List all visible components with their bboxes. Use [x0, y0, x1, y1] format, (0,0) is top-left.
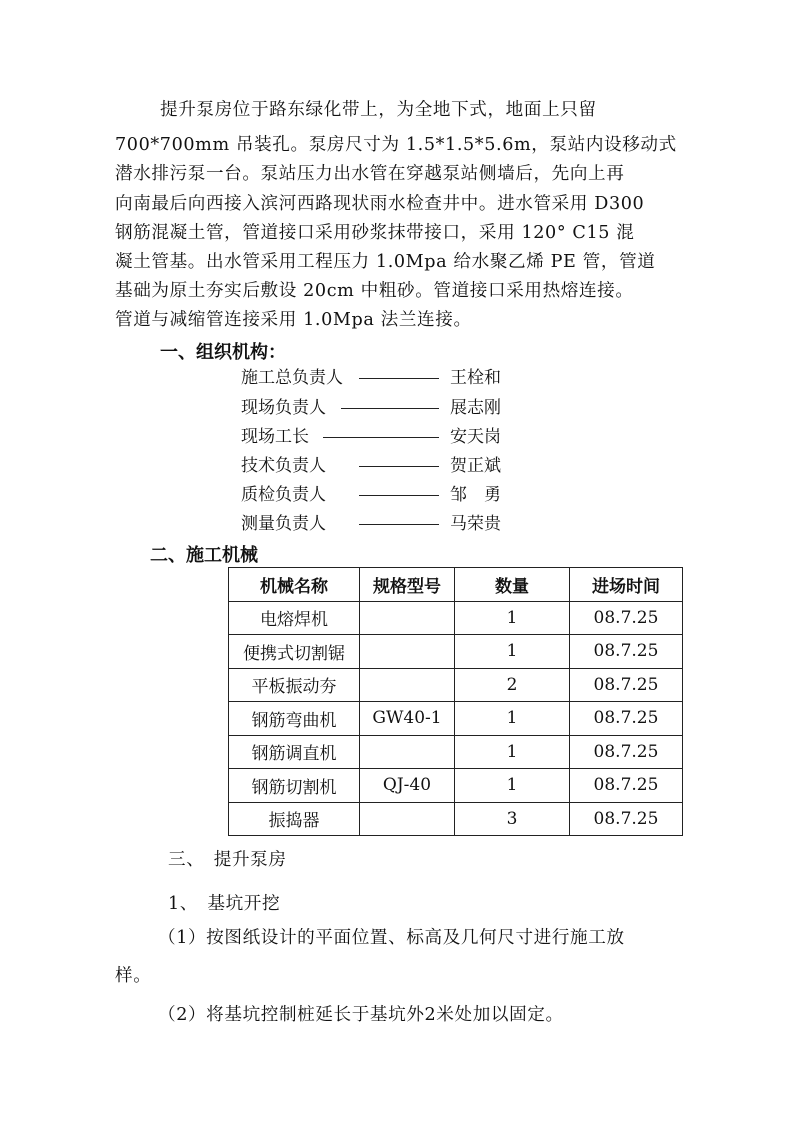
- section3-heading: 三、 提升泵房: [168, 850, 287, 870]
- entry-date-cell: 08.7.25: [570, 668, 683, 702]
- quantity-cell: 1: [455, 635, 570, 669]
- intro-line: 管道与减缩管连接采用 1.0Mpa 法兰连接。: [115, 310, 472, 330]
- org-name: 邹 勇: [450, 485, 501, 505]
- machine-name-cell: 电熔焊机: [229, 601, 360, 635]
- entry-date-cell: 08.7.25: [570, 802, 683, 836]
- intro-line: 钢筋混凝土管，管道接口采用砂浆抹带接口，采用 120° C15 混: [115, 223, 635, 243]
- table-header-row: [229, 568, 683, 602]
- intro-line: 向南最后向西接入滨河西路现状雨水检查井中。进水管采用 D300: [115, 194, 645, 214]
- column-header: 规格型号: [360, 568, 455, 602]
- dash-separator: [323, 437, 439, 438]
- machine-name-cell: 钢筋切割机: [229, 769, 360, 803]
- quantity-cell: 3: [455, 802, 570, 836]
- machine-name-cell: 钢筋调直机: [229, 735, 360, 769]
- org-heading: 一、组织机构：: [160, 342, 286, 363]
- machine-name-cell: 振捣器: [229, 802, 360, 836]
- table-row: [229, 735, 683, 769]
- table-row: [229, 802, 683, 836]
- quantity-cell: 2: [455, 668, 570, 702]
- entry-date-cell: 08.7.25: [570, 601, 683, 635]
- org-role: 技术负责人: [241, 456, 326, 476]
- quantity-cell: 1: [455, 601, 570, 635]
- org-role: 质检负责人: [241, 485, 326, 505]
- column-header: 数量: [455, 568, 570, 602]
- entry-date-cell: 08.7.25: [570, 735, 683, 769]
- dash-separator: [359, 378, 439, 379]
- column-header: 机械名称: [229, 568, 360, 602]
- model-cell: [360, 735, 455, 769]
- org-role: 测量负责人: [241, 514, 326, 534]
- model-cell: GW40-1: [360, 702, 455, 736]
- step-text: （2）将基坑控制桩延长于基坑外2米处加以固定。: [158, 1005, 564, 1025]
- subsection-heading: 1、 基坑开挖: [168, 894, 281, 914]
- quantity-cell: 1: [455, 769, 570, 803]
- machinery-table: [228, 567, 683, 836]
- org-name: 王栓和: [450, 368, 501, 388]
- model-cell: QJ-40: [360, 769, 455, 803]
- step-text: 样。: [115, 966, 152, 986]
- column-header: 进场时间: [570, 568, 683, 602]
- dash-separator: [359, 495, 439, 496]
- table-row: [229, 668, 683, 702]
- org-role: 现场负责人: [241, 398, 326, 418]
- org-role: 现场工长: [241, 427, 309, 447]
- table-row: [229, 702, 683, 736]
- org-name: 贺正斌: [450, 456, 501, 476]
- org-name: 安天岗: [450, 427, 501, 447]
- machine-name-cell: 钢筋弯曲机: [229, 702, 360, 736]
- entry-date-cell: 08.7.25: [570, 702, 683, 736]
- intro-line: 提升泵房位于路东绿化带上，为全地下式，地面上只留: [160, 100, 597, 120]
- model-cell: [360, 601, 455, 635]
- org-role: 施工总负责人: [241, 368, 343, 388]
- quantity-cell: 1: [455, 735, 570, 769]
- intro-line: 潜水排污泵一台。泵站压力出水管在穿越泵站侧墙后，先向上再: [115, 164, 625, 184]
- machine-name-cell: 便携式切割锯: [229, 635, 360, 669]
- intro-line: 700*700mm 吊装孔。泵房尺寸为 1.5*1.5*5.6m，泵站内设移动式: [115, 135, 677, 155]
- org-name: 马荣贵: [450, 514, 501, 534]
- model-cell: [360, 635, 455, 669]
- machine-name-cell: 平板振动夯: [229, 668, 360, 702]
- table-row: [229, 601, 683, 635]
- dash-separator: [341, 408, 439, 409]
- step-text: （1）按图纸设计的平面位置、标高及几何尺寸进行施工放: [158, 928, 625, 948]
- model-cell: [360, 802, 455, 836]
- table-row: [229, 635, 683, 669]
- org-name: 展志刚: [450, 398, 501, 418]
- entry-date-cell: 08.7.25: [570, 769, 683, 803]
- dash-separator: [359, 524, 439, 525]
- entry-date-cell: 08.7.25: [570, 635, 683, 669]
- intro-line: 凝土管基。出水管采用工程压力 1.0Mpa 给水聚乙烯 PE 管，管道: [115, 252, 656, 272]
- intro-line: 基础为原土夯实后敷设 20cm 中粗砂。管道接口采用热熔连接。: [115, 281, 634, 301]
- machinery-heading: 二、施工机械: [150, 545, 258, 566]
- quantity-cell: 1: [455, 702, 570, 736]
- dash-separator: [359, 466, 439, 467]
- model-cell: [360, 668, 455, 702]
- table-row: [229, 769, 683, 803]
